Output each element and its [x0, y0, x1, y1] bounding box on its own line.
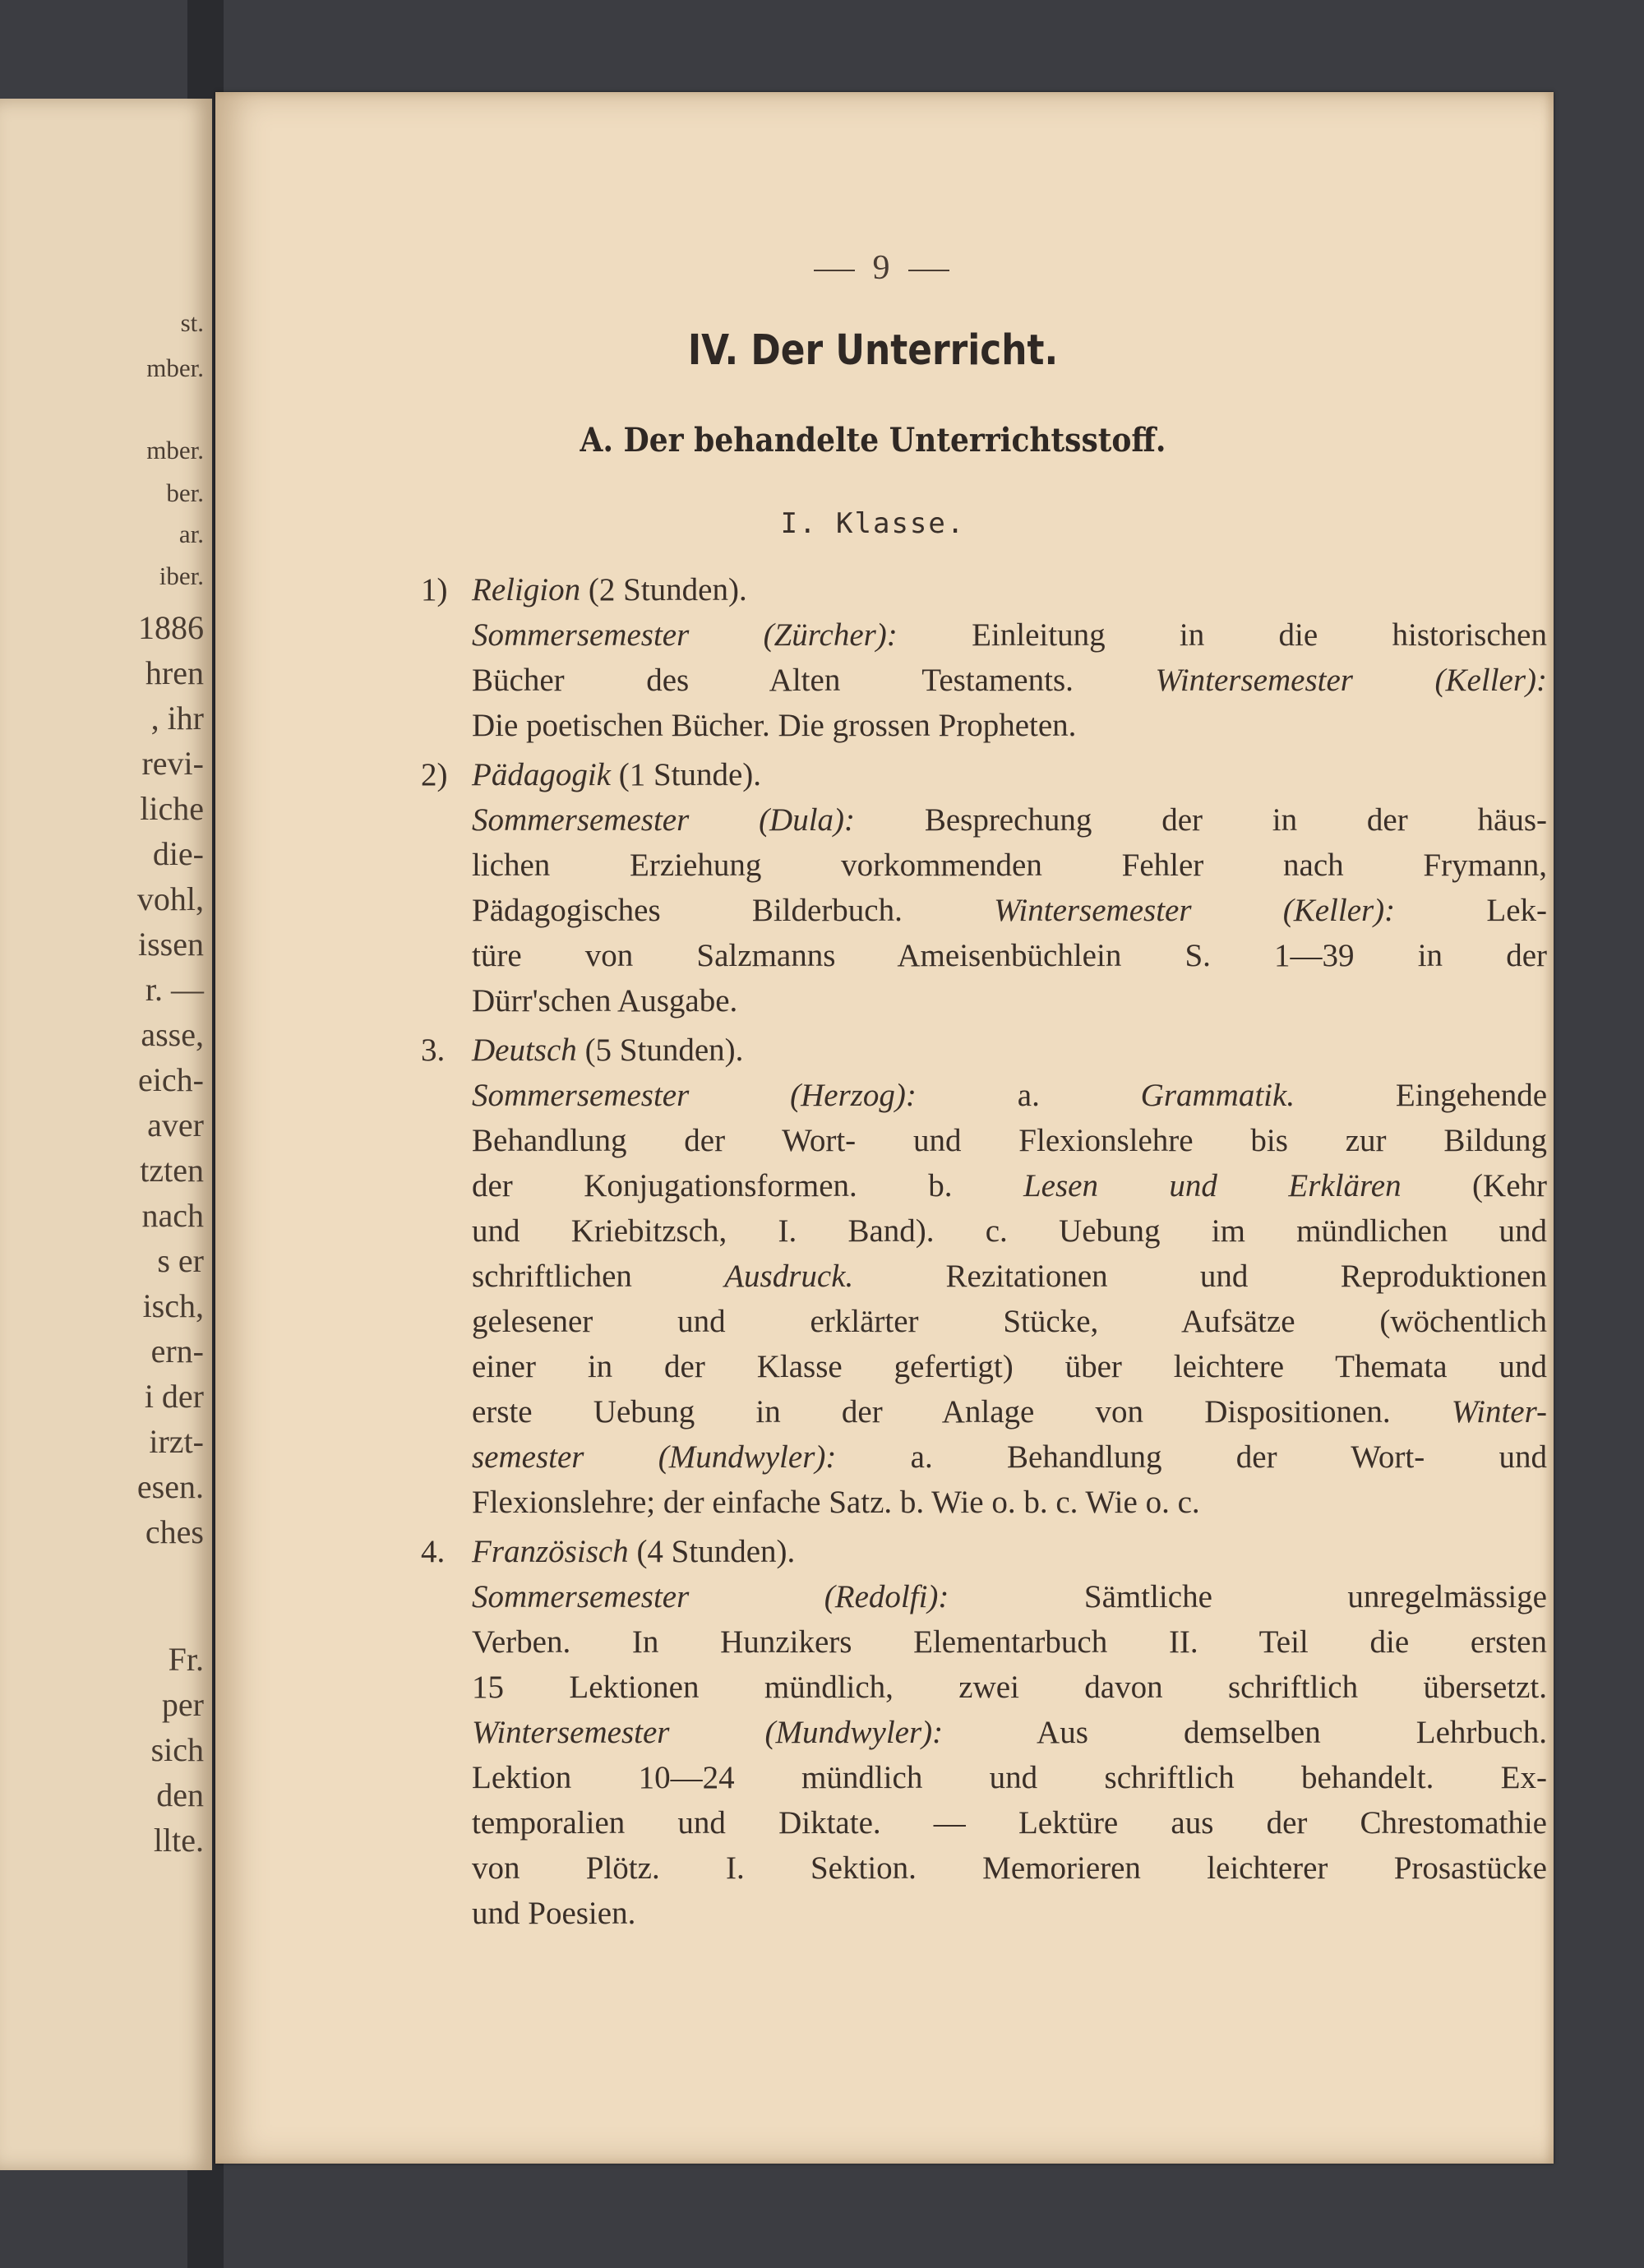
text-line [421, 1434, 1547, 1480]
italic-text: Wintersemester (Mundwyler): [472, 1715, 944, 1750]
text-segment: Pädagogisches Bilderbuch. [472, 893, 995, 928]
item-subject: Religion [472, 572, 581, 607]
text-segment: Aus demselben Lehrbuch. [943, 1715, 1547, 1750]
left-page-fragment: ber. [166, 478, 204, 507]
left-page-fragment: isch, [142, 1287, 204, 1324]
italic-text: Sommersemester (Herzog): [472, 1078, 917, 1113]
text-line [421, 1619, 1547, 1665]
left-page-fragment: i der [144, 1378, 204, 1415]
item-hours: (2 Stunden). [588, 572, 747, 607]
item-number: 4. [421, 1534, 446, 1569]
item-subject: Pädagogik [472, 757, 611, 792]
left-page-fragment: llte. [153, 1822, 204, 1859]
left-page-edge [0, 99, 212, 2170]
italic-text: semester (Mundwyler): [472, 1439, 837, 1475]
italic-text: Wintersemester (Keller): [994, 893, 1396, 928]
text-line [421, 1389, 1547, 1434]
italic-text: Sommersemester (Dula): [472, 802, 856, 838]
item-number: 1) [421, 572, 448, 607]
page-text [215, 92, 1554, 2164]
text-line [421, 1163, 1547, 1208]
italic-text: Ausdruck. [724, 1259, 854, 1294]
curriculum-item [421, 752, 1547, 1023]
italic-text: Lesen und Erklären [1023, 1168, 1402, 1203]
dash-left-icon [814, 270, 855, 271]
item-heading [421, 567, 1547, 612]
item-number: 2) [421, 757, 448, 792]
text-segment: schriftlichen [472, 1259, 725, 1294]
text-line [421, 1891, 1547, 1936]
item-hours: (4 Stunden). [636, 1534, 796, 1569]
text-segment: Rezitationen und Reproduktionen [853, 1259, 1547, 1294]
page-number-value: 9 [872, 249, 890, 287]
text-line [421, 1665, 1547, 1710]
text-segment: einer in der Klasse gefertigt) über leichtere Themata und [472, 1349, 1547, 1384]
left-page-fragment: liche [140, 790, 204, 827]
left-page-fragment: st. [180, 308, 204, 337]
italic-text: Sommersemester (Redolfi): [472, 1579, 949, 1614]
text-segment: (Kehr [1401, 1168, 1547, 1203]
page-number [750, 248, 1013, 288]
left-page-fragment: iber. [159, 561, 204, 590]
text-line [421, 1118, 1547, 1163]
italic-text: Wintersemester (Keller): [1155, 663, 1547, 698]
item-hours: (1 Stunde). [618, 757, 762, 792]
text-segment: von Plötz. I. Sektion. Memorieren leichterer Prosastücke [472, 1850, 1547, 1886]
subsection-title: A. Der behandelte Unterrichtsstoff. [580, 421, 1166, 460]
text-segment: Lek- [1395, 893, 1547, 928]
left-page-fragment: irzt- [149, 1423, 204, 1460]
text-segment: Bücher des Alten Testaments. [472, 663, 1156, 698]
curriculum-item [421, 1529, 1547, 1936]
item-subject: Deutsch [472, 1032, 577, 1068]
left-page-fragment: , ihr [150, 700, 204, 737]
left-page-fragment: nach [141, 1197, 204, 1234]
curriculum-item [421, 567, 1547, 748]
text-segment: lichen Erziehung vorkommenden Fehler nach Frymann, [472, 848, 1547, 883]
text-segment: gelesener und erklärter Stücke, Aufsätze (wöchentlich [472, 1304, 1547, 1339]
section-title: IV. Der Unterricht. [687, 326, 1059, 375]
curriculum-item [421, 1028, 1547, 1525]
dash-right-icon [908, 270, 949, 271]
left-page-fragment: eich- [138, 1061, 204, 1098]
left-page-fragment: ches [145, 1513, 204, 1550]
text-line [421, 703, 1547, 748]
text-line [421, 843, 1547, 888]
text-segment: Einleitung in die historischen [897, 617, 1547, 653]
left-page-fragment: aver [147, 1106, 204, 1143]
text-line [421, 1755, 1547, 1800]
text-line [421, 888, 1547, 933]
text-line [421, 1073, 1547, 1118]
text-segment: und Kriebitzsch, I. Band). c. Uebung im mündlichen und [472, 1213, 1547, 1249]
text-segment: Eingehende [1295, 1078, 1548, 1113]
italic-text: Sommersemester (Zürcher): [472, 617, 898, 653]
text-line [421, 797, 1547, 843]
text-segment: a. [916, 1078, 1141, 1113]
item-hours: (5 Stunden). [584, 1032, 744, 1068]
left-page-fragment: den [156, 1776, 204, 1813]
item-heading [421, 1028, 1547, 1073]
text-segment: erste Uebung in der Anlage von Dispositionen. [472, 1394, 1452, 1430]
item-heading [421, 752, 1547, 797]
text-segment: a. Behandlung der Wort- und [836, 1439, 1547, 1475]
left-page-fragment: mber. [146, 353, 204, 382]
left-page-fragment: ern- [150, 1333, 204, 1370]
left-page-fragment: esen. [136, 1468, 204, 1505]
italic-text: Grammatik. [1140, 1078, 1295, 1113]
text-segment: Die poetischen Bücher. Die grossen Propheten. [472, 708, 1077, 743]
text-line [421, 933, 1547, 978]
text-line [421, 612, 1547, 658]
text-line [421, 658, 1547, 703]
item-subject: Französisch [472, 1534, 629, 1569]
text-line [421, 1574, 1547, 1619]
text-segment: Verben. In Hunzikers Elementarbuch II. Teil die ersten [472, 1624, 1547, 1660]
italic-text: Winter- [1451, 1394, 1547, 1430]
left-page-fragment: hren [145, 654, 204, 691]
left-page-fragment: 1886 [138, 609, 204, 646]
left-page-fragment: r. — [145, 971, 204, 1008]
text-line [421, 1800, 1547, 1845]
left-page-fragment: asse, [141, 1016, 204, 1053]
left-page-fragment: tzten [140, 1152, 204, 1189]
text-segment: Dürr'schen Ausgabe. [472, 983, 738, 1019]
left-page-fragment: vohl, [136, 880, 204, 917]
item-heading [421, 1529, 1547, 1574]
left-page-fragment: mber. [146, 436, 204, 464]
right-page [215, 92, 1554, 2164]
left-page-fragment: die- [152, 835, 204, 872]
text-segment: und Poesien. [472, 1896, 636, 1931]
text-line [421, 1845, 1547, 1891]
item-number: 3. [421, 1032, 446, 1068]
text-segment: Besprechung der in der häus- [855, 802, 1547, 838]
left-page-fragment: ar. [178, 520, 204, 548]
text-segment: der Konjugationsformen. b. [472, 1168, 1023, 1203]
text-segment: 15 Lektionen mündlich, zwei davon schriftlich übersetzt. [472, 1670, 1547, 1705]
text-line [421, 1208, 1547, 1254]
text-line [421, 1710, 1547, 1755]
left-page-fragment: s er [157, 1242, 204, 1279]
left-page-fragment: Fr. [168, 1641, 204, 1678]
text-segment: türe von Salzmanns Ameisenbüchlein S. 1—39 in der [472, 938, 1547, 973]
left-page-fragment: sich [150, 1731, 204, 1768]
text-segment: Flexionslehre; der einfache Satz. b. Wie o. b. c. Wie o. c. [472, 1485, 1200, 1520]
class-heading: I. Klasse. [780, 507, 966, 540]
text-line [421, 1299, 1547, 1344]
text-line [421, 1254, 1547, 1299]
text-line [421, 978, 1547, 1023]
left-page-fragment: revi- [141, 745, 204, 782]
text-segment: Lektion 10—24 mündlich und schriftlich behandelt. Ex- [472, 1760, 1547, 1795]
left-page-fragment: per [161, 1686, 204, 1723]
text-segment: temporalien und Diktate. — Lektüre aus der Chrestomathie [472, 1805, 1547, 1841]
text-line [421, 1480, 1547, 1525]
text-segment: Sämtliche unregelmässige [949, 1579, 1547, 1614]
text-line [421, 1344, 1547, 1389]
text-segment: Behandlung der Wort- und Flexionslehre bis zur Bildung [472, 1123, 1547, 1158]
left-page-fragment: issen [138, 926, 204, 963]
